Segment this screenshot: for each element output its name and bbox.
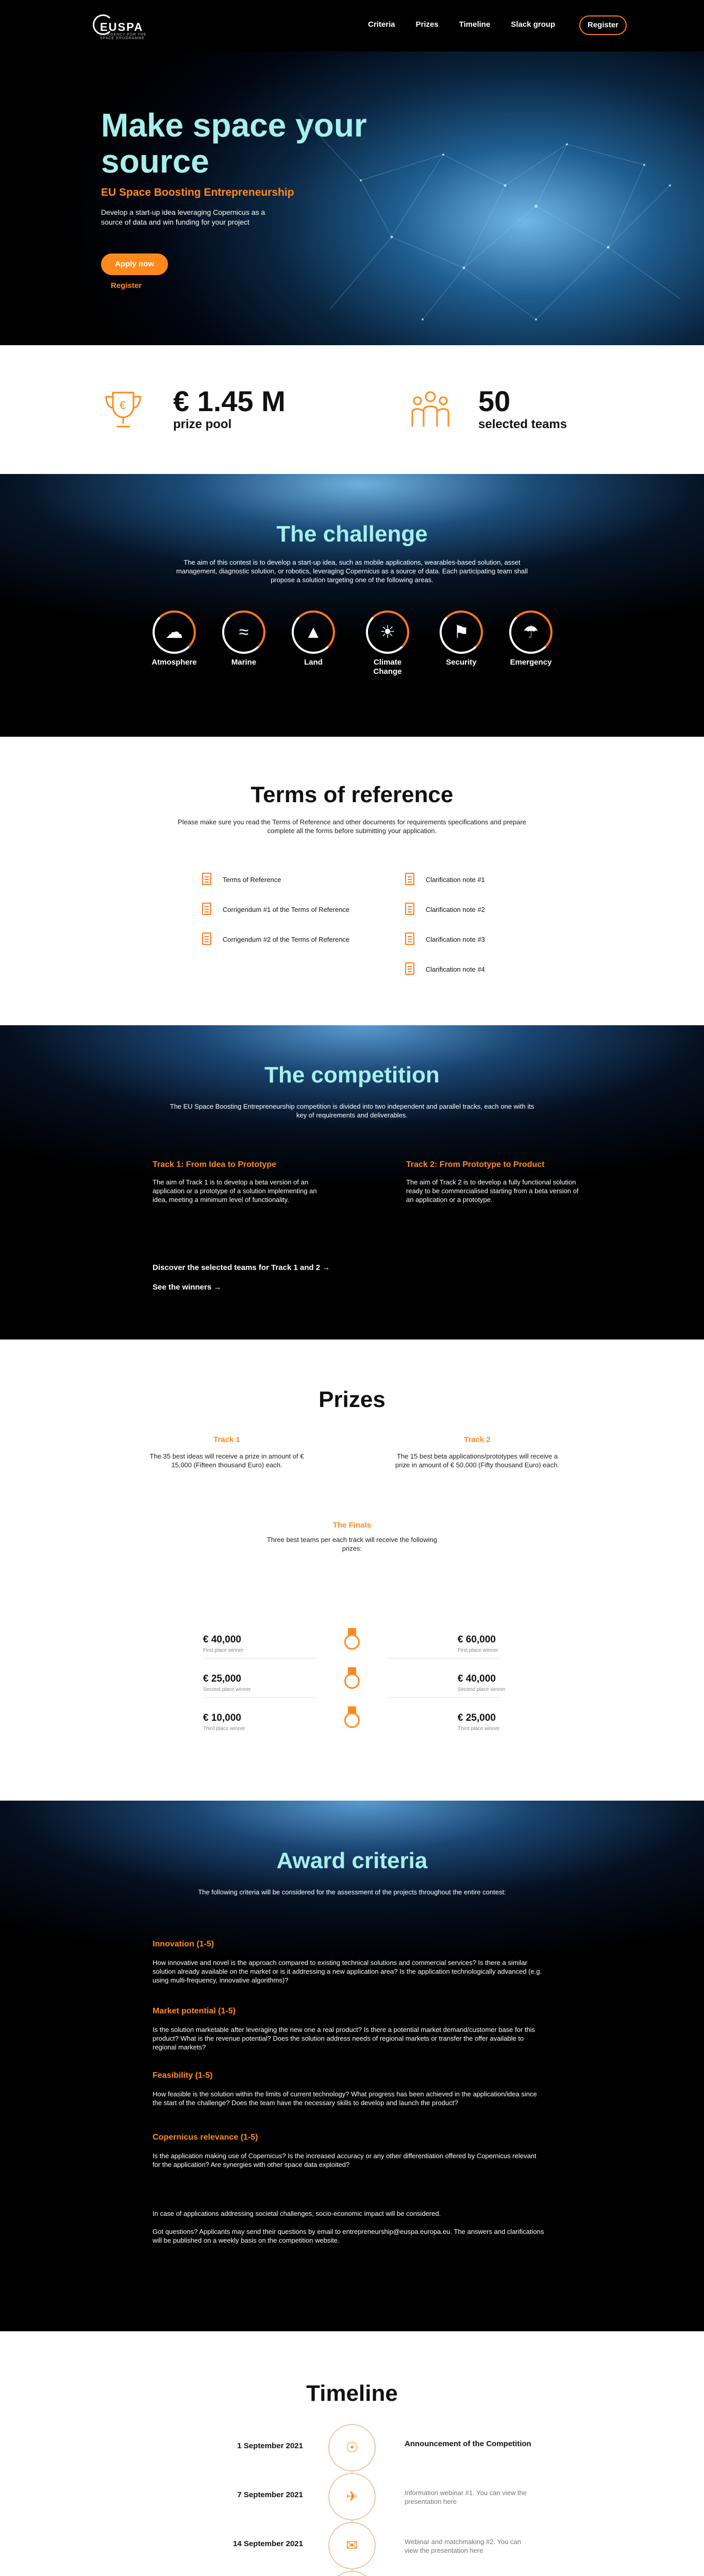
challenge-text: The aim of this contest is to develop a start-up idea, such as mobile applications, wearables-based solution, asset management, diagnostic solution, or robotics, leveraging Copernicus as a source of data. Each participating team shall propose a solution targeting one of the following areas.	[176, 558, 528, 584]
track-2-card	[406, 1160, 581, 1204]
timeline-title: Timeline	[306, 2381, 398, 2406]
nav-item-slack-group[interactable]: Slack group	[511, 20, 556, 29]
land-icon: ▲	[292, 611, 335, 654]
svg-text:€: €	[120, 399, 126, 412]
security-icon: ⚑	[440, 611, 483, 654]
megaphone-icon: ☉	[328, 2424, 376, 2471]
prize-caption: Third place winner	[203, 1726, 245, 1732]
prize-amount: € 40,000	[458, 1673, 496, 1684]
criterion-copernicus-relevance: Copernicus relevance (1-5) Is the application making use of Copernicus? Is the increased accuracy or any other differentiation offered by Copernicus relevant for the application? Are synergies with other space data exploited?	[153, 2133, 537, 2168]
award-note: In case of applications addressing societal challenges, socio-economic impact will be considered.	[153, 2210, 441, 2217]
document-icon	[405, 933, 414, 945]
terms-title: Terms of reference	[250, 782, 454, 807]
criterion-feasibility: Feasibility (1-5) How feasible is the solution within the limits of current technology? What progress has been achieved in the application/idea since the start of the challenge? Does the team have the necessary skills to develop and launch the product?	[153, 2071, 537, 2107]
track-1-text: The aim of Track 1 is to develop a beta version of an application or a prototype of a solution implementing an idea, meeting a minimum level of functionality.	[153, 1178, 317, 1204]
timeline-section	[0, 2331, 704, 2576]
prize-amount: € 60,000	[458, 1634, 496, 1645]
matchmaking-icon: ✉	[328, 2522, 376, 2569]
divider	[388, 1697, 501, 1698]
area-security: ⚑ Security	[433, 611, 490, 667]
winners-link[interactable]: See the winners →	[153, 1283, 222, 1292]
prize-track-1-text: The 35 best ideas will receive a prize in amount of € 15,000 (Fifteen thousand Euro) each.	[149, 1452, 304, 1469]
marine-icon: ≈	[222, 611, 265, 654]
area-marine: ≈ Marine	[215, 611, 272, 667]
timeline-description: Webinar and matchmaking #2. You can view the presentation here	[405, 2538, 521, 2554]
challenge-title: The challenge	[276, 521, 428, 547]
register-button[interactable]: Register	[579, 15, 627, 35]
prize-caption: Third place winner	[458, 1726, 500, 1732]
hero-section	[0, 52, 704, 345]
finals-title: The Finals	[332, 1521, 372, 1530]
register-link[interactable]: Register	[111, 281, 142, 290]
prize-track-2-text: The 15 best beta applications/prototypes will receive a prize in amount of € 50,000 (Fifty thousand Euro) each.	[395, 1452, 559, 1469]
document-icon	[405, 962, 414, 975]
prize-amount: € 25,000	[458, 1713, 496, 1723]
award-criteria-section	[0, 1801, 704, 2331]
logo-subtitle: EU AGENCY FOR THE SPACE PROGRAMME	[100, 33, 147, 40]
timeline-description: Announcement of the Competition	[405, 2439, 531, 2448]
document-icon	[405, 903, 414, 915]
climate-change-icon: ☀	[366, 611, 409, 654]
timeline-date: 7 September 2021	[237, 2490, 303, 2499]
hero-subtitle: EU Space Boosting Entrepreneurship	[101, 187, 294, 198]
finals-text: Three best teams per each track will receive the following prizes:	[266, 1536, 438, 1552]
prize-caption: First place winner	[203, 1648, 244, 1653]
logo-word: EUSPA	[100, 21, 144, 33]
bronze-medal-icon	[343, 1706, 361, 1730]
trophy-icon	[100, 386, 146, 433]
stats-strip	[0, 345, 704, 474]
timeline-description: Information webinar #1. You can view the presentation here	[405, 2489, 527, 2505]
document-icon	[202, 933, 211, 945]
top-navigation	[0, 0, 704, 52]
prize-caption: First place winner	[458, 1648, 498, 1653]
prize-track-1-title: Track 1	[213, 1435, 240, 1444]
competition-section	[0, 1025, 704, 1340]
track-1-title: Track 1: From Idea to Prototype	[153, 1160, 277, 1169]
webinar-icon: ✈	[328, 2473, 376, 2520]
prize-amount: € 25,000	[203, 1673, 241, 1684]
award-title: Award criteria	[276, 1848, 428, 1873]
emergency-icon: ☂	[509, 611, 552, 654]
document-icon	[405, 873, 414, 885]
area-climate-change: ☀ Climate Change	[359, 611, 416, 676]
matchmaking-icon	[328, 2571, 376, 2576]
prize-amount: € 40,000	[203, 1634, 241, 1645]
terms-text: Please make sure you read the Terms of Reference and other documents for requirements specifications and prepare complete all the forms before submitting your application.	[177, 818, 527, 835]
nav-menu	[368, 19, 576, 31]
nav-item-prizes[interactable]: Prizes	[415, 20, 439, 29]
euspa-logo[interactable]	[93, 11, 149, 38]
teams-icon	[407, 385, 454, 432]
criterion-market-potential: Market potential (1-5) Is the solution marketable after leveraging the new one a real product? Is there a potential market demand/customer base for this product? What is the revenue potential? Does the solution address needs of regional markets or transfer the offer available to regional markets?	[153, 2007, 535, 2051]
silver-medal-icon	[343, 1667, 361, 1691]
competition-text: The EU Space Boosting Entrepreneurship competition is divided into two independent and parallel tracks, each one with its key of requirements and deliverables.	[170, 1103, 534, 1119]
prizes-title: Prizes	[319, 1387, 385, 1412]
prize-caption: Second place winner	[458, 1687, 506, 1692]
area-emergency: ☂ Emergency	[502, 611, 559, 667]
prize-pool-value: € 1.45 M	[173, 385, 286, 417]
prize-amount: € 10,000	[203, 1713, 241, 1723]
prize-pool-label: prize pool	[173, 417, 232, 431]
nav-item-timeline[interactable]: Timeline	[459, 20, 491, 29]
award-questions-note: Got questions? Applicants may send their questions by email to entrepreneurship@euspa.europa.eu. The answers and clarifications will be published on a weekly basis on the competition website.	[153, 2228, 544, 2244]
document-icon	[202, 873, 211, 885]
apply-now-button[interactable]: Apply now	[101, 253, 168, 275]
divider	[203, 1697, 316, 1698]
criterion-innovation: Innovation (1-5) How innovative and novel is the approach compared to existing technical solutions and commercial services? Is there a similar solution already available on the market or is it addressing a new application area? Is the application technologically advanced (e.g. using multi-frequency, innovative algorithms)?	[153, 1940, 542, 1984]
area-atmosphere: ☁ Atmosphere	[146, 611, 203, 667]
area-land: ▲ Land	[285, 611, 342, 667]
prize-caption: Second place winner	[203, 1687, 251, 1692]
selected-teams-link[interactable]: Discover the selected teams for Track 1 and 2 →	[153, 1263, 330, 1272]
gold-medal-icon	[343, 1628, 361, 1652]
prize-track-2-title: Track 2	[464, 1435, 491, 1444]
prizes-section	[0, 1340, 704, 1801]
challenge-section	[0, 474, 704, 737]
terms-section: Terms of reference Please make sure you read the Terms of Reference and other documents for requirements specifications and prepare complete all the forms before submitting your application. Terms of Reference Corrigendum #1 of the Terms of Reference Corrigendum #2 of the Terms of Reference Clarification note #1 Clarification note #2 Clarification note #3 Clarification note #4	[0, 737, 704, 1025]
timeline-date: 1 September 2021	[237, 2442, 303, 2450]
selected-teams-label: selected teams	[478, 417, 567, 431]
track-2-text: The aim of Track 2 is to develop a fully functional solution ready to be commercialised starting from a beta version of an application or a prototype.	[406, 1178, 579, 1204]
hero-text: Develop a start-up idea leveraging Copernicus as a source of data and win funding for your project	[101, 208, 265, 226]
document-icon	[202, 903, 211, 915]
award-lead: The following criteria will be considered for the assessment of the projects throughout the entire contest:	[198, 1888, 506, 1896]
nav-item-criteria[interactable]: Criteria	[368, 20, 395, 29]
hero-title: Make space your source	[101, 107, 367, 180]
atmosphere-icon: ☁	[153, 611, 196, 654]
competition-title: The competition	[264, 1062, 440, 1088]
selected-teams-value: 50	[478, 385, 511, 417]
track-1-card	[153, 1160, 328, 1204]
track-2-title: Track 2: From Prototype to Product	[406, 1160, 545, 1169]
timeline-date: 14 September 2021	[233, 2539, 303, 2548]
